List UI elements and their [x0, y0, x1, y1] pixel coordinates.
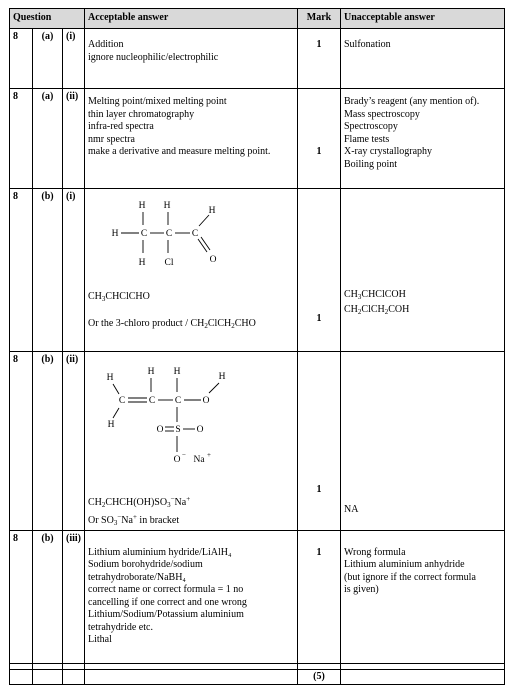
unacceptable-answer: [341, 352, 505, 531]
atom-s: S: [175, 425, 181, 435]
answer-line: cancelling if one correct and one wrong: [88, 596, 247, 608]
atom-o: O: [173, 455, 181, 465]
answer-line: Wrong formula: [344, 546, 406, 558]
table-row: [10, 530, 505, 663]
product-formula: $CH_2CHCH(OH)SO_3^-Na^+$: [88, 494, 191, 509]
atom-h: H: [163, 201, 171, 211]
question-subpart: (ii): [63, 352, 85, 531]
question-part: (b): [33, 189, 63, 352]
answer-line: Lithal: [88, 634, 112, 645]
answer-line: ignore nucleophilic/electrophilic: [88, 51, 219, 63]
atom-h: H: [111, 229, 119, 239]
table-row: [10, 89, 505, 189]
answer-line: Spectroscopy: [344, 121, 398, 132]
atom-h: H: [138, 201, 146, 211]
atom-o: O: [202, 396, 210, 406]
atom-cl: Cl: [164, 258, 174, 268]
answer-line: $CH_3CHClCOH$: [344, 289, 406, 301]
acceptable-answer: [85, 530, 298, 663]
answer-line: Sulfonation: [344, 39, 391, 50]
answer-line: $CH_2ClCH_2COH$: [344, 303, 410, 316]
answer-line: Lithium/Sodium/Potassium aluminium: [88, 609, 244, 620]
answer-line: (but ignore if the correct formula: [344, 571, 476, 583]
mark-value: 1: [298, 530, 341, 663]
question-part: (a): [33, 89, 63, 189]
product-formula: $CH_3CHClCHO$: [88, 290, 150, 303]
answer-line: Boiling point: [344, 158, 398, 170]
atom-h: H: [218, 372, 226, 382]
atom-h: H: [173, 367, 181, 377]
answer-line: Sodium borohydride/sodium: [88, 559, 203, 570]
header-row: [10, 9, 505, 29]
answer-line: thin layer chromatography: [88, 108, 195, 120]
answer-line: X-ray crystallography: [344, 146, 433, 157]
answer-line: Mass spectroscopy: [344, 108, 420, 120]
atom-c: C: [140, 229, 148, 239]
header-question: Question: [10, 9, 85, 29]
acceptable-answer: [85, 189, 298, 352]
table-row: [10, 29, 505, 89]
unacceptable-answer: [341, 29, 505, 89]
mark-scheme-table: [9, 8, 505, 685]
atom-h: H: [147, 367, 155, 377]
answer-line: correct name or correct formula = 1 no: [88, 584, 244, 595]
atom-na: Na: [193, 455, 205, 465]
mark-value: 1: [298, 29, 341, 89]
alternative-product: Or $SO_3^-Na^+$ in bracket: [88, 513, 180, 527]
atom-c: C: [174, 396, 182, 406]
atom-h: H: [208, 206, 216, 216]
mark-value: 1: [298, 189, 341, 352]
total-row: [10, 669, 505, 685]
acceptable-answer: [85, 352, 298, 531]
unacceptable-answer: [341, 530, 505, 663]
answer-line: Addition: [88, 39, 124, 50]
atom-c: C: [148, 396, 156, 406]
answer-line: Flame tests: [344, 133, 390, 145]
answer-line: tetrahydride etc.: [88, 621, 153, 633]
question-part: (b): [33, 352, 63, 531]
table-row: [10, 352, 505, 531]
charge-minus: −: [182, 451, 186, 459]
unacceptable-answer: [341, 89, 505, 189]
answer-line: is given): [344, 584, 379, 595]
acceptable-answer: [85, 29, 298, 89]
atom-h: H: [107, 420, 115, 430]
alternative-product: Or the 3-chloro product / $CH_2ClCH_2CHO$: [88, 318, 256, 330]
answer-line: nmr spectra: [88, 133, 135, 145]
question-subpart: (i): [63, 29, 85, 89]
answer-line: Lithium aluminium anhydride: [344, 559, 465, 570]
answer-line: tetrahydroborate/NaBH₄: [88, 571, 186, 583]
question-number: 8: [10, 89, 33, 189]
atom-c: C: [118, 396, 126, 406]
atom-o: O: [196, 425, 204, 435]
mark-value: 1: [298, 352, 341, 531]
structure-bonds: [113, 378, 219, 452]
question-part: (a): [33, 29, 63, 89]
header-unacceptable: Unacceptable answer: [341, 9, 505, 29]
answer-line: NA: [344, 504, 359, 515]
answer-line: Lithium aluminium hydride/LiAlH₄: [88, 546, 232, 558]
atom-o: O: [209, 255, 217, 265]
question-subpart: (ii): [63, 89, 85, 189]
header-acceptable: Acceptable answer: [85, 9, 298, 29]
answer-line: infra-red spectra: [88, 121, 154, 132]
atom-h: H: [106, 373, 114, 383]
table-row: [10, 189, 505, 352]
atom-c: C: [165, 229, 173, 239]
question-part: (b): [33, 530, 63, 663]
atom-c: C: [191, 229, 199, 239]
answer-line: make a derivative and measure melting point.: [88, 146, 271, 157]
unacceptable-answer: [341, 189, 505, 352]
chloropropanal-structure: [85, 189, 297, 281]
answer-line: Brady’s reagent (any mention of).: [344, 96, 480, 107]
bisulfite-adduct-structure: [85, 352, 297, 480]
answer-line: Melting point/mixed melting point: [88, 96, 227, 107]
question-number: 8: [10, 530, 33, 663]
charge-plus: +: [207, 451, 211, 459]
question-number: 8: [10, 29, 33, 89]
header-mark: Mark: [298, 9, 341, 29]
question-subpart: (iii): [63, 530, 85, 663]
atom-h: H: [138, 258, 146, 268]
question-subpart: (i): [63, 189, 85, 352]
question-number: 8: [10, 352, 33, 531]
acceptable-answer: [85, 89, 298, 189]
question-number: 8: [10, 189, 33, 352]
mark-value: 1: [298, 89, 341, 189]
atom-o: O: [156, 425, 164, 435]
total-mark: (5): [298, 669, 341, 685]
